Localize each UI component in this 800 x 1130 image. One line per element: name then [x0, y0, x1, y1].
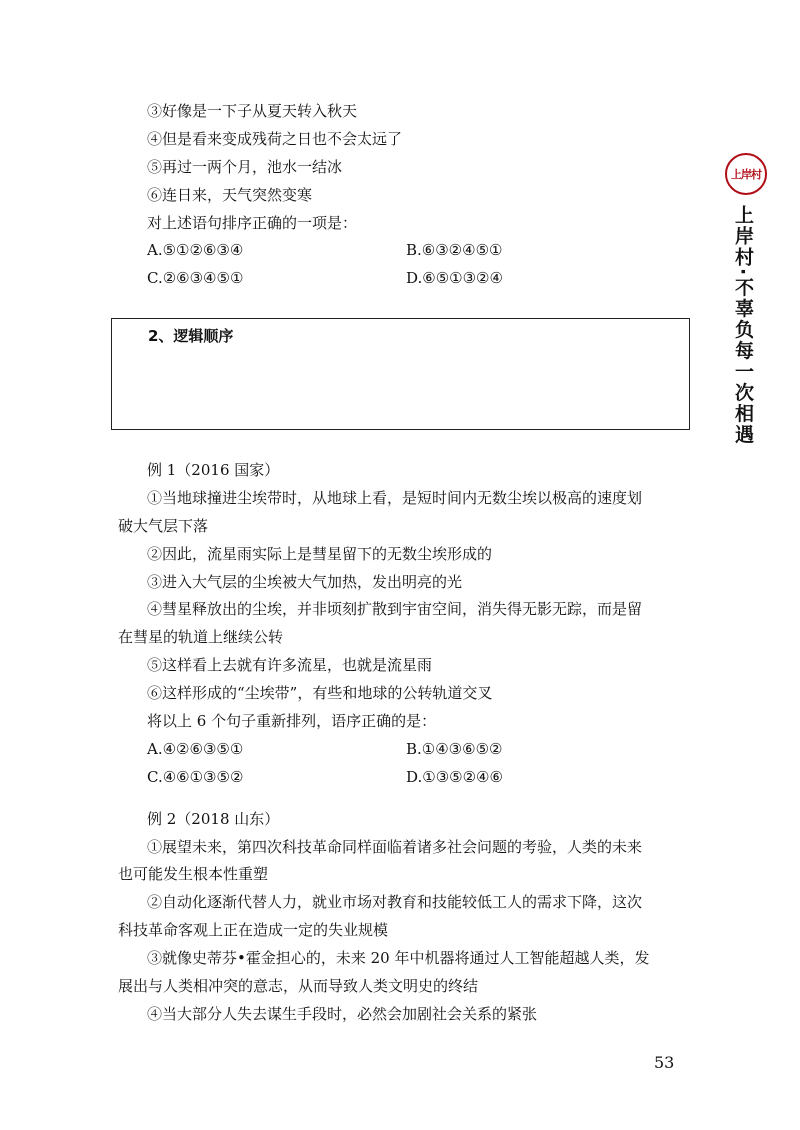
option-a: A.⑤①②⑥③④: [147, 241, 244, 259]
example-1-option-d: D.①③⑤②④⑥: [406, 768, 503, 786]
example-1-heading: 例 1（2016 国家）: [147, 461, 280, 479]
option-b: B.⑥③②④⑤①: [406, 241, 503, 259]
example-1-line: 在彗星的轨道上继续公转: [118, 628, 284, 646]
example-1-line: ④彗星释放出的尘埃，并非顷刻扩散到宇宙空间，消失得无影无踪，而是留: [147, 600, 643, 618]
example-2-line: ①展望未来，第四次科技革命同样面临着诸多社会问题的考验，人类的未来: [147, 838, 643, 856]
example-1-line: ⑤这样看上去就有许多流星，也就是流星雨: [147, 656, 433, 674]
example-2-line: 展出与人类相冲突的意志，从而导致人类文明史的终结: [118, 977, 479, 995]
option-d: D.⑥⑤①③②④: [406, 269, 503, 287]
example-2-line: ③就像史蒂芬•霍金担心的，未来 20 年中机器将通过人工智能超越人类，发: [147, 949, 650, 967]
example-1-prompt: 将以上 6 个句子重新排列，语序正确的是：: [147, 712, 437, 730]
example-1-line: ⑥这样形成的“尘埃带”，有些和地球的公转轨道交叉: [147, 684, 493, 702]
question-prompt: 对上述语句排序正确的一项是：: [147, 214, 358, 232]
example-1-option-a: A.④②⑥③⑤①: [147, 740, 244, 758]
section-box: [111, 318, 690, 430]
example-2-line: ②自动化逐渐代替人力，就业市场对教育和技能较低工人的需求下降，这次: [147, 893, 643, 911]
sentence-5: ⑤再过一两个月，池水一结冰: [147, 158, 343, 176]
sentence-6: ⑥连日来，天气突然变寒: [147, 186, 313, 204]
example-2-heading: 例 2（2018 山东）: [147, 810, 280, 828]
example-1-line: 破大气层下落: [118, 517, 209, 535]
example-1-option-b: B.①④③⑥⑤②: [406, 740, 503, 758]
example-2-line: 也可能发生根本性重塑: [118, 865, 269, 883]
brand-slogan: 上岸村·不辜负每一次相遇: [732, 205, 754, 446]
example-1-line: ①当地球撞进尘埃带时，从地球上看，是短时间内无数尘埃以极高的速度划: [147, 489, 643, 507]
option-c: C.②⑥③④⑤①: [147, 269, 244, 287]
sentence-4: ④但是看来变成残荷之日也不会太远了: [147, 130, 403, 148]
example-2-line: ④当大部分人失去谋生手段时，必然会加剧社会关系的紧张: [147, 1005, 538, 1023]
example-1-option-c: C.④⑥①③⑤②: [147, 768, 244, 786]
page-number: 53: [654, 1053, 675, 1072]
brand-logo: 上岸村: [725, 153, 767, 195]
example-1-line: ③进入大气层的尘埃被大气加热，发出明亮的光: [147, 573, 463, 591]
example-1-line: ②因此，流星雨实际上是彗星留下的无数尘埃形成的: [147, 545, 493, 563]
section-title: 2、逻辑顺序: [148, 327, 234, 345]
sentence-3: ③好像是一下子从夏天转入秋天: [147, 102, 358, 120]
example-2-line: 科技革命客观上正在造成一定的失业规模: [118, 921, 389, 939]
